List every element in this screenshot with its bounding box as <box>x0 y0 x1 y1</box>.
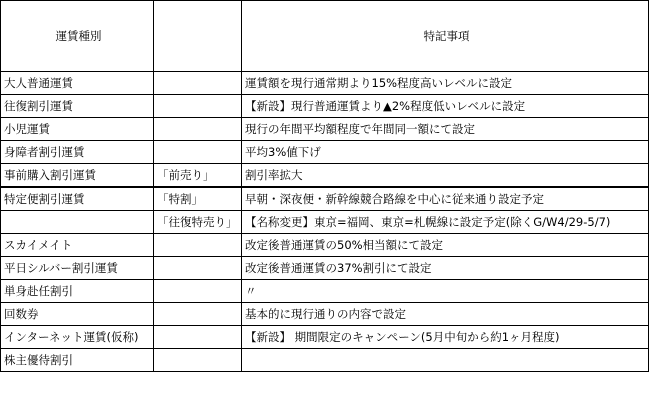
fare-note-cell: 基本的に現行通りの内容で設定 <box>242 303 649 326</box>
table-row <box>1 95 649 118</box>
fare-note-cell: 改定後普通運賃の50%相当額にて設定 <box>242 234 649 257</box>
fare-note-cell: 割引率拡大 <box>242 164 649 188</box>
fare-subtype-cell <box>154 234 242 257</box>
fare-subtype-cell <box>154 141 242 164</box>
fare-note-cell: 現行の年間平均額程度で年間同一額にて設定 <box>242 118 649 141</box>
fare-note-cell: 【新設】現行普通運賃より▲2%程度低いレベルに設定 <box>242 95 649 118</box>
fare-type-cell: インターネット運賃(仮称) <box>1 326 154 349</box>
table-row <box>1 72 649 95</box>
fare-type-cell: 事前購入割引運賃 <box>1 164 154 188</box>
fare-note-cell: 早朝・深夜便・新幹線競合路線を中心に従来通り設定予定 <box>242 187 649 211</box>
fare-subtype-cell <box>154 303 242 326</box>
fare-subtype-cell: 「往復特売り」 <box>154 211 242 234</box>
table-row <box>1 257 649 280</box>
table-row <box>1 326 649 349</box>
table-row <box>1 118 649 141</box>
fare-type-cell: 株主優待割引 <box>1 349 154 372</box>
fare-subtype-cell <box>154 118 242 141</box>
fare-note-cell <box>242 349 649 372</box>
table-row <box>1 303 649 326</box>
fare-note-cell: 【名称変更】東京=福岡、東京=札幌線に設定予定(除くG/W4/29-5/7) <box>242 211 649 234</box>
fare-type-cell: 往復割引運賃 <box>1 95 154 118</box>
table-row <box>1 234 649 257</box>
table-row <box>1 211 649 234</box>
fare-note-cell: 改定後普通運賃の37%割引にて設定 <box>242 257 649 280</box>
fare-type-cell: 回数券 <box>1 303 154 326</box>
table-header-row <box>1 1 649 72</box>
table-row <box>1 141 649 164</box>
fare-subtype-cell: 「前売り」 <box>154 164 242 188</box>
fare-subtype-cell <box>154 349 242 372</box>
fare-type-cell: 小児運賃 <box>1 118 154 141</box>
fare-note-cell: 〃 <box>242 280 649 303</box>
fare-type-cell: 大人普通運賃 <box>1 72 154 95</box>
table-row <box>1 280 649 303</box>
fare-type-cell: 身障者割引運賃 <box>1 141 154 164</box>
fare-note-cell: 平均3%値下げ <box>242 141 649 164</box>
fare-subtype-cell <box>154 257 242 280</box>
fare-type-cell: スカイメイト <box>1 234 154 257</box>
fare-type-cell: 単身赴任割引 <box>1 280 154 303</box>
table-row <box>1 187 649 211</box>
fare-subtype-cell <box>154 326 242 349</box>
fare-subtype-cell <box>154 95 242 118</box>
fare-subtype-cell: 「特割」 <box>154 187 242 211</box>
fare-type-cell: 平日シルバー割引運賃 <box>1 257 154 280</box>
fare-note-cell: 【新設】 期間限定のキャンペーン(5月中旬から約1ヶ月程度) <box>242 326 649 349</box>
table-row <box>1 164 649 188</box>
fare-type-cell <box>1 211 154 234</box>
fare-note-cell: 運賃額を現行通常期より15%程度高いレベルに設定 <box>242 72 649 95</box>
table-row <box>1 349 649 372</box>
header-fare-type: 運賃種別 <box>1 1 154 72</box>
fare-subtype-cell <box>154 280 242 303</box>
fare-type-cell: 特定便割引運賃 <box>1 187 154 211</box>
fare-subtype-cell <box>154 72 242 95</box>
header-blank <box>154 1 242 72</box>
header-notes: 特記事項 <box>242 1 649 72</box>
